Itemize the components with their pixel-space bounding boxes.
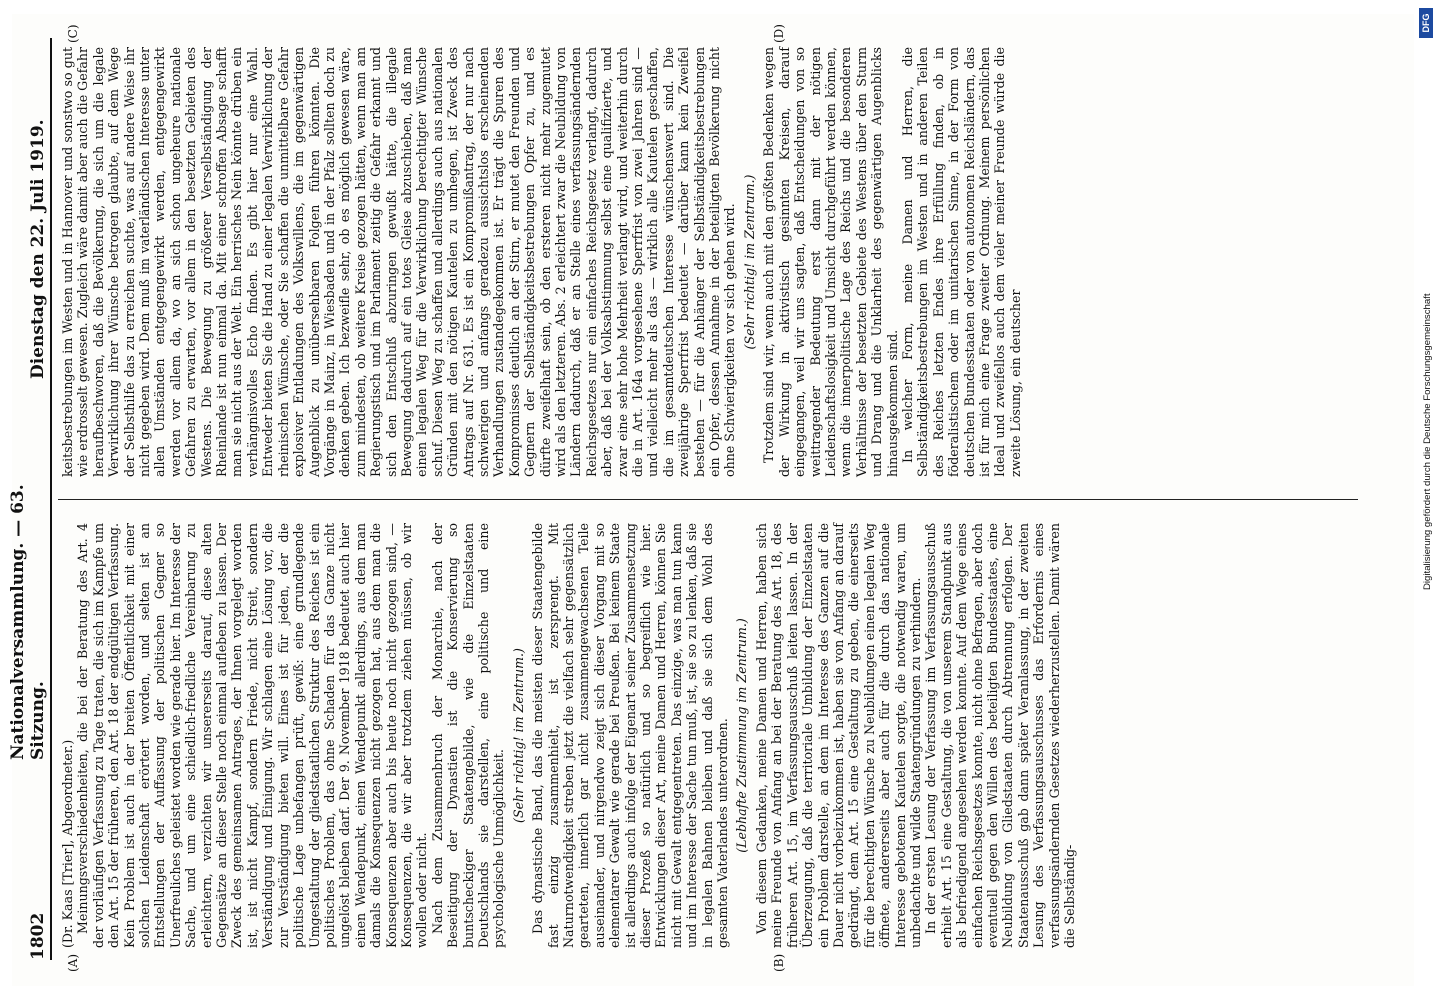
right-text-column [60,47,1365,477]
interjection: (Lebhafte Zustimmung im Zentrum.) [734,618,750,853]
page-number: 1802 [28,912,48,960]
digitization-note [1418,0,1434,1000]
interjection: (Sehr richtig! im Zentrum.) [510,648,526,823]
interjection: (Sehr richtig! im Zentrum.) [741,174,757,350]
paragraph: In der ersten Lesung der Verfassung im Verfassungsausschuß erhielt Art. 15 eine Gestaltung, die von unserem Standpunkt aus als befriedigend angesehen werden konnte. Auf dem Wege eines einfachen Reichsgesetzes konnte, nicht ohne Befragen, aber doch eventuell gegen den Willen des beteiligten Bundesstaates, eine Neubildung von Gliedstaaten durch Abtrennung erfolgen. Der Staatenausschuß gab dann später Veranlassung, in der zweiten Lesung des Verfassungsausschusses das Erfordernis eines verfassungsändernden Gesetzes wiederherzustellen. Damit wären die Selbständig- [923,523,1077,948]
margin-marker-c: (C) [66,24,80,43]
rotated-page-content [8,24,1382,974]
paragraph: Meinungsverschiedenheiten, die bei der Beratung des Art. 4 der vorläufigen Verfassung zu Tage traten, die sich im Kampfe um den Art. 15 der früheren, den Art. 18 der endgültigen Verfassung. Kein Problem ist auch in der breiten Öffentlichkeit mit einer solchen Leidenschaft erörtert worden, und selten ist an Entstellungen der Auffassung der politischen Gegner so Unerfreuliches geleistet worden wie gerade hier. Im Interesse der Sache, und um eine schiedlich-friedliche Vereinbarung zu erleichtern, verzichten wir unsererseits darauf, diese alten Gegensätze an dieser Stelle noch einmal aufleben zu lassen. Der Zweck des gemeinsamen Antrages, der Ihnen vorgelegt worden ist, ist nicht Kampf, sondern Friede, nicht Streit, sondern Verständigung und Einigung. Wir schlagen eine Lösung vor, die zur Verständigung bieten will. Eines ist für jeden, der die politische Lage unbefangen prüft, gewiß: eine grundlegende Umgestaltung der gliedstaatlichen Struktur des Reiches ist ein politisches Problem, das ohne Schaden für das Ganze nicht ungelöst bleiben darf. Der 9. November 1918 bedeutet auch hier einen Wendepunkt, einen Wendepunkt allerdings, aus dem man damals die Konsequenzen nicht gezogen hat, aus dem man die Konsequenzen aber auch bis heute noch nicht gezogen sind, — Konsequenzen, die wir aber trotzdem ziehen müssen, ob wir wollen oder nicht. [75,523,430,948]
margin-marker-b: (B) [772,953,786,972]
scanned-page [8,14,1414,986]
header-left-title: Nationalversammlung. — 63. Sitzung. [8,484,48,760]
column-divider [58,499,1358,500]
digitization-note-text: Digitalisierung gefördert durch die Deutsche Forschungsgemeinschaft [1422,293,1433,590]
header-right-title: Dienstag den 22. Juli 1919. [28,119,48,379]
margin-marker-d: (D) [772,24,786,43]
speaker-line: (Dr. Kaas [Trier], Abgeordneter.) [60,739,75,948]
left-text-column [60,523,1365,948]
paragraph: In welcher Form, meine Damen und Herren, die Selbständigkeitsbestrebungen im Westen und in anderen Teilen des Reiches letzten Endes ihre Erfüllung finden, ob in föderalistischem oder im unitarischen Sinne, in der Form von deutschen Bundesstaaten oder von autonomen Reichsländern, das ist für mich eine Frage zweiter Ordnung. Meinem persönlichen Ideal und zweifellos auch dem vieler meiner Freunde würde die zweite Lösung, ein deutscher [899,47,1023,477]
paragraph: Nach dem Zusammenbruch der Monarchie, nach der Beseitigung der Dynastien ist die Konservierung so buntscheckiger Staatengebilde, wie die Einzelstaaten Deutschlands sie darstellen, eine politische und eine psychologische Unmöglichkeit. [429,523,507,948]
page-header [8,38,52,960]
paragraph: Das dynastische Band, das die meisten dieser Staatengebilde fast einzig zusammenhielt, ist zersprengt. Mit Naturnotwendigkeit streben jetzt die vielfach sehr gegensätzlich gearteten, innerlich gar nicht zusammengewachsenen Teile auseinander, und nirgendwo zeigt sich dieser Vorgang mit so elementarer Gewalt wie gerade bei Preußen. Bei keinem Staate ist allerdings auch infolge der Eigenart seiner Zusammensetzung dieser Prozeß so natürlich und so begreiflich wie hier. Entwicklungen dieser Art, meine Damen und Herren, können Sie nicht mit Gewalt entgegentreten. Das einzige, was man tun kann und im Interesse der Sache tun muß, ist, sie so zu lenken, daß sie in legalen Bahnen bleiben und daß sie sich dem Wohl des gesamten Vaterlandes unterordnen. [530,523,731,948]
margin-marker-a: (A) [66,953,80,972]
paragraph: Von diesem Gedanken, meine Damen und Herren, haben sich meine Freunde von Anfang an bei der Beratung des Art. 18, des früheren Art. 15, im Verfassungsausschuß leiten lassen. In der Überzeugung, daß die territoriale Umbildung der Einzelstaaten ein Problem darstelle, an dem im Interesse des Ganzen auf die Dauer nicht vorbeizukommen ist, haben sie von Anfang an darauf gedrängt, dem Art. 15 eine Gestaltung zu geben, die einerseits für die berechtigten Wünsche zu Neubildungen einen legalen Weg öffnete, andererseits aber auch für die durch das nationale Interesse gebotenen Kautelen sorgte, die notwendig waren, um unbedachte und wilde Staatengründungen zu verhindern. [753,523,923,948]
paragraph: keitsbestrebungen im Westen und in Hannover und sonstwo so gut wie erdrosselt gewesen. Zugleich wäre damit aber auch die Gefahr heraufbeschworen, daß die Bevölkerung, die sich um die legale Verwirklichung ihrer Wünsche betrogen glaubte, auf dem Wege der Selbsthilfe das zu erreichen suchte, was auf andere Weise ihr nicht gegeben wird. Dem muß im vaterländischen Interesse unter allen Umständen entgegengewirkt werden, entgegengewirkt werden vor allem da, wo an sich schon ungeheure nationale Gefahren zu erwarten, vor allem in den besetzten Gebieten des Westens. Die Bewegung zu größerer Verselbständigung der Rheinlande ist nun einmal da. Mit einer schroffen Absage schafft man sie nicht aus der Welt. Ein herrisches Nein könnte drüben ein verhängnisvolles Echo finden. Es gibt hier nur eine Wahl. Entweder bieten Sie die Hand zu einer legalen Verwirklichung der rheinischen Wünsche, oder Sie schaffen die unmittelbare Gefahr explosiver Entladungen des Volkswillens, die im gegenwärtigen Augenblick zu unübersehbaren Folgen führen könnten. Die Vorgänge in Mainz, in Wiesbaden und in der Pfalz sollten doch zu denken geben. Ich bezweifle sehr, ob es möglich gewesen wäre, zum mindesten, ob weitere Kreise gezogen hätten, wenn man am Regierungstisch und im Parlament zeitig die Gefahr erkannt und sich den Entschluß abzuringen gewußt hätte, die illegale Bewegung dadurch auf ein totes Gleise abzuschieben, daß man einen legalen Weg für die Verwirklichung berechtigter Wünsche schuf. Diesen Weg zu schaffen und allerdings auch aus nationalen Gründen mit den nötigen Kautelen zu umhegen, ist Zweck des Antrags auf Nr. 631. Es ist ein Kompromißantrag, der nur nach schwierigen und anfangs geradezu aussichtslos erscheinenden Verhandlungen zustandegekommen ist. Er trägt die Spuren des Kompromisses deutlich an der Stirn, er mutet den Freunden und Gegnern der Selbständigkeitsbestrebungen Opfer zu, und es dürfte zweifelhaft sein, ob den ersteren nicht mehr zugemutet wird als den letzteren. Abs. 2 erleichtert zwar die Neubildung von Ländern dadurch, daß er an Stelle eines verfassungsändernden Reichsgesetzes nur ein einfaches Reichsgesetz verlangt, dadurch aber, daß bei der Volksabstimmung selbst eine qualifizierte, und zwar eine sehr hohe Mehrheit verlangt wird, und weiterhin durch die in Art. 164a vorgesehene Sperrfrist von zwei Jahren sind — und vielleicht mehr als das — wirklich alle Kautelen geschaffen, die im gesamtdeutschen Interesse wünschenswert sind. Die zweijährige Sperrfrist bedeutet — darüber kann kein Zweifel bestehen — für die Anhänger der Selbständigkeitsbestrebungen ein Opfer, dessen Annahme in der beteiligten Bevölkerung nicht ohne Schwierigkeiten vor sich gehen wird. [60,47,738,477]
dfg-logo: DFG [1419,8,1433,38]
paragraph: Trotzdem sind wir, wenn auch mit den größten Bedenken wegen der Wirkung in aktivistisch gesinnten Kreisen, darauf eingegangen, weil wir uns sagten, daß Entscheidungen von so weittragender Bedeutung erst dann mit der nötigen Leidenschaftslosigkeit und Umsicht durchgeführt werden können, wenn die innerpolitische Lage des Reichs und die besonderen Verhältnisse der besetzten Gebiete des Westens über den Sturm und Drang und die Unklarheit des gegenwärtigen Augenblicks hinausgekommen sind. [761,47,900,477]
